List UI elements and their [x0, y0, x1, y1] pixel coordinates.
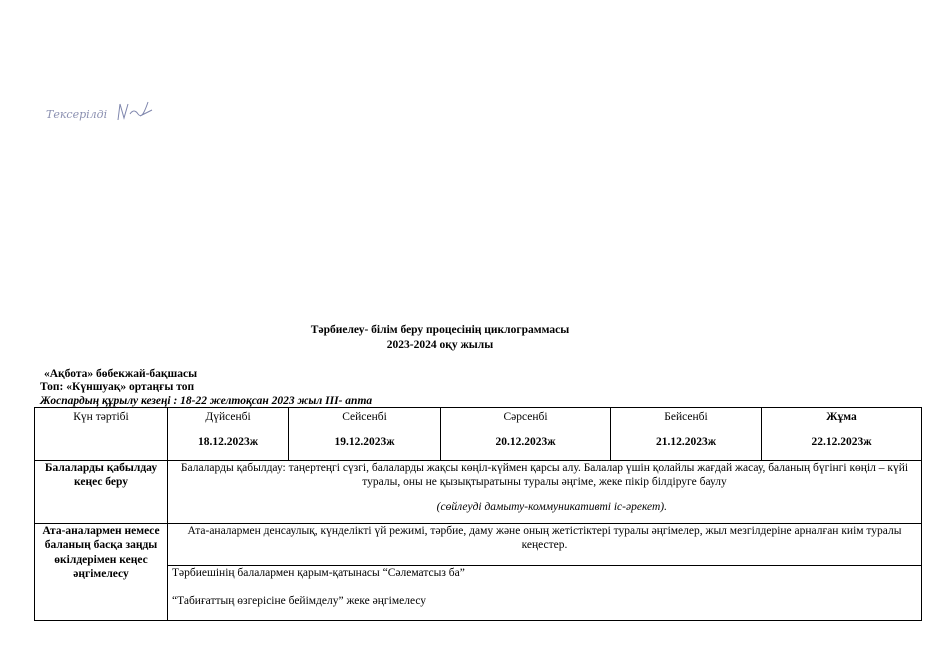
- row-label-reception: Балаларды қабылдау кеңес беру: [35, 461, 168, 524]
- row-content-reception: [168, 461, 922, 524]
- conversation-line-2: “Табиғаттың өзгерісіне бейімделу” жеке әңгімелесу: [172, 595, 427, 608]
- col-header-wednesday: Сәрсенбі 20.12.2023ж: [441, 408, 611, 461]
- academic-year: 2023-2024 оқу жылы: [386, 339, 494, 351]
- handwritten-signature: [44, 98, 164, 126]
- row-content-conversation: [168, 566, 922, 621]
- schedule-table: [34, 407, 922, 621]
- row-content-parents: Ата-аналармен денсаулық, күнделікті үй режимі, тәрбие, даму және оның жетістіктері туралы әңгімелер, жыл мезгілдеріне арналған киім туралы кеңестер.: [168, 524, 922, 566]
- table-row: [35, 566, 922, 621]
- table-row: [35, 461, 922, 524]
- col-header-monday: Дүйсенбі 18.12.2023ж: [168, 408, 289, 461]
- conversation-line-1: Тәрбиешінің балалармен қарым-қатынасы “Сәлематсыз ба”: [172, 567, 465, 579]
- kindergarten-name: «Ақбота» бөбекжай-бақшасы: [44, 368, 198, 380]
- col-header-tuesday: Сейсенбі 19.12.2023ж: [289, 408, 441, 461]
- table-row: [35, 524, 922, 566]
- col-header-friday: Жұма 22.12.2023ж: [762, 408, 922, 461]
- col-header-schedule: Күн тәртібі: [35, 408, 168, 461]
- document-title: Тәрбиелеу- білім беру процесінің циклограммасы: [310, 324, 570, 336]
- row-label-parents: Ата-аналармен немесе баланың басқа заңды өкілдерімен кеңес әңгімелесу: [35, 524, 168, 621]
- svg-text:Тексерілді: Тексерілді: [46, 108, 108, 121]
- group-name: Топ: «Күншуақ» ортаңғы топ: [40, 381, 195, 393]
- header-row: [35, 408, 922, 461]
- reception-note: (сөйлеуді дамыту-коммуникативті іс-әрекет).: [436, 500, 667, 513]
- reception-text: Балаларды қабылдау: таңертеңгі сүзгі, балаларды жақсы көңіл-күймен қарсы алу. Балалар үшін қолайлы жағдай жасау, баланың бүгінгі көңіл – күйі туралы, оны не қызықтыратыны туралы әңгіме, жеке пікір білдіруге баулу: [180, 462, 909, 489]
- col-header-thursday: Бейсенбі 21.12.2023ж: [611, 408, 762, 461]
- plan-period: Жоспардың құрылу кезеңі : 18-22 желтоқсан 2023 жыл ІІІ- апта: [40, 395, 373, 407]
